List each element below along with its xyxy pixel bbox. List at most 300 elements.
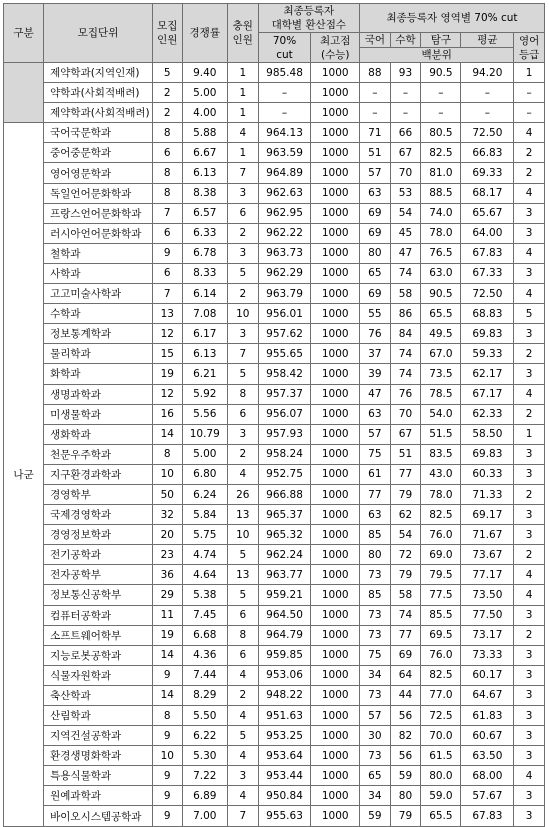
ratio-cell: 6.14	[182, 284, 227, 304]
quota-cell: 8	[152, 444, 182, 464]
filled-cell: 4	[227, 706, 258, 726]
cut70-cell: 966.88	[258, 484, 311, 504]
max-cell: 1000	[311, 625, 360, 645]
filled-cell: 6	[227, 645, 258, 665]
avg-cell: 67.33	[461, 263, 514, 283]
math-cell: 72	[390, 545, 421, 565]
max-cell: 1000	[311, 203, 360, 223]
cut70-cell: 964.13	[258, 123, 311, 143]
max-cell: 1000	[311, 63, 360, 83]
max-cell: 1000	[311, 103, 360, 123]
cut70-cell: 962.24	[258, 545, 311, 565]
quota-cell: 10	[152, 746, 182, 766]
max-cell: 1000	[311, 183, 360, 203]
quota-cell: 29	[152, 585, 182, 605]
inq-cell: 80.0	[421, 766, 461, 786]
ratio-cell: 5.88	[182, 123, 227, 143]
quota-cell: 14	[152, 645, 182, 665]
unit-cell: 정보통계학과	[44, 324, 153, 344]
max-cell: 1000	[311, 766, 360, 786]
quota-cell: 12	[152, 324, 182, 344]
table-row	[4, 404, 545, 424]
max-cell: 1000	[311, 525, 360, 545]
kor-cell: 73	[360, 685, 391, 705]
eng-cell: 2	[514, 625, 545, 645]
table-row	[4, 685, 545, 705]
math-cell: 74	[390, 344, 421, 364]
math-cell: 53	[390, 183, 421, 203]
avg-cell: 60.67	[461, 726, 514, 746]
ratio-cell: 7.08	[182, 304, 227, 324]
unit-cell: 러시아언어문화학과	[44, 223, 153, 243]
avg-cell: 61.83	[461, 706, 514, 726]
table-row	[4, 806, 545, 826]
math-cell: 77	[390, 625, 421, 645]
max-cell: 1000	[311, 665, 360, 685]
ratio-cell: 6.21	[182, 364, 227, 384]
quota-cell: 10	[152, 464, 182, 484]
eng-cell: 1	[514, 424, 545, 444]
filled-cell: 3	[227, 243, 258, 263]
max-cell: 1000	[311, 243, 360, 263]
table-row	[4, 123, 545, 143]
header-row-1	[4, 4, 545, 33]
kor-cell: 69	[360, 223, 391, 243]
unit-cell: 독일언어문화학과	[44, 183, 153, 203]
cut70-cell: 957.93	[258, 424, 311, 444]
unit-cell: 생화학과	[44, 424, 153, 444]
quota-cell: 6	[152, 143, 182, 163]
unit-cell: 물리학과	[44, 344, 153, 364]
ratio-cell: 7.44	[182, 665, 227, 685]
filled-cell: 2	[227, 223, 258, 243]
math-cell: 74	[390, 364, 421, 384]
max-cell: 1000	[311, 143, 360, 163]
kor-cell: 73	[360, 746, 391, 766]
math-cell: 70	[390, 163, 421, 183]
eng-cell: 4	[514, 284, 545, 304]
inq-cell: 65.5	[421, 304, 461, 324]
eng-cell: –	[514, 83, 545, 103]
avg-cell: 77.50	[461, 605, 514, 625]
cut70-cell: –	[258, 103, 311, 123]
eng-cell: 3	[514, 605, 545, 625]
avg-cell: 62.17	[461, 364, 514, 384]
cut70-cell: 953.64	[258, 746, 311, 766]
kor-cell: 71	[360, 123, 391, 143]
inq-cell: 65.5	[421, 806, 461, 826]
kor-cell: 85	[360, 525, 391, 545]
avg-cell: 63.50	[461, 746, 514, 766]
inq-cell: 51.5	[421, 424, 461, 444]
ratio-cell: 9.40	[182, 63, 227, 83]
cut70-cell: 958.42	[258, 364, 311, 384]
eng-cell: 3	[514, 685, 545, 705]
math-cell: 56	[390, 706, 421, 726]
kor-cell: 59	[360, 806, 391, 826]
kor-cell: 73	[360, 605, 391, 625]
kor-cell: 69	[360, 284, 391, 304]
cut70-cell: 953.25	[258, 726, 311, 746]
quota-cell: 50	[152, 484, 182, 504]
unit-cell: 프랑스언어문화학과	[44, 203, 153, 223]
ratio-cell: 6.89	[182, 786, 227, 806]
inq-cell: –	[421, 103, 461, 123]
math-cell: 54	[390, 203, 421, 223]
avg-cell: 62.33	[461, 404, 514, 424]
eng-cell: 3	[514, 223, 545, 243]
kor-cell: 37	[360, 344, 391, 364]
unit-cell: 화학과	[44, 364, 153, 384]
unit-cell: 지구환경과학과	[44, 464, 153, 484]
inq-cell: 43.0	[421, 464, 461, 484]
eng-cell: 3	[514, 746, 545, 766]
math-cell: 59	[390, 766, 421, 786]
filled-cell: 5	[227, 364, 258, 384]
quota-cell: 12	[152, 384, 182, 404]
math-cell: 44	[390, 685, 421, 705]
quota-cell: 19	[152, 364, 182, 384]
kor-cell: 75	[360, 444, 391, 464]
table-row	[4, 324, 545, 344]
inq-cell: 76.0	[421, 645, 461, 665]
avg-cell: 67.83	[461, 806, 514, 826]
kor-cell: 57	[360, 706, 391, 726]
math-cell: 86	[390, 304, 421, 324]
cut70-cell: 953.06	[258, 665, 311, 685]
table-row	[4, 83, 545, 103]
eng-cell: 3	[514, 706, 545, 726]
kor-cell: 80	[360, 545, 391, 565]
cut70-cell: 965.32	[258, 525, 311, 545]
kor-cell: 75	[360, 645, 391, 665]
ratio-cell: 6.13	[182, 344, 227, 364]
table-row	[4, 565, 545, 585]
avg-cell: 73.50	[461, 585, 514, 605]
max-cell: 1000	[311, 304, 360, 324]
ratio-cell: 5.30	[182, 746, 227, 766]
filled-cell: 4	[227, 746, 258, 766]
kor-cell: 69	[360, 203, 391, 223]
kor-cell: 65	[360, 263, 391, 283]
cut70-cell: 956.01	[258, 304, 311, 324]
avg-cell: 64.00	[461, 223, 514, 243]
table-row	[4, 304, 545, 324]
unit-cell: 식물자원학과	[44, 665, 153, 685]
max-cell: 1000	[311, 726, 360, 746]
filled-cell: 3	[227, 324, 258, 344]
table-row	[4, 223, 545, 243]
quota-cell: 14	[152, 424, 182, 444]
header-avg: 평균	[461, 33, 514, 48]
cut70-cell: 962.63	[258, 183, 311, 203]
unit-cell: 국어국문학과	[44, 123, 153, 143]
unit-cell: 산림학과	[44, 706, 153, 726]
header-quota: 모집 인원	[152, 4, 182, 63]
eng-cell: 3	[514, 203, 545, 223]
table-row	[4, 525, 545, 545]
filled-cell: 1	[227, 143, 258, 163]
avg-cell: 77.17	[461, 565, 514, 585]
kor-cell: 55	[360, 304, 391, 324]
avg-cell: 71.33	[461, 484, 514, 504]
filled-cell: 13	[227, 565, 258, 585]
table-row	[4, 726, 545, 746]
quota-cell: 20	[152, 525, 182, 545]
unit-cell: 전자공학부	[44, 565, 153, 585]
inq-cell: 78.0	[421, 484, 461, 504]
avg-cell: 65.67	[461, 203, 514, 223]
cut70-cell: –	[258, 83, 311, 103]
header-math: 수학	[390, 33, 421, 48]
avg-cell: 69.33	[461, 163, 514, 183]
quota-cell: 2	[152, 103, 182, 123]
table-row	[4, 665, 545, 685]
eng-cell: 3	[514, 665, 545, 685]
filled-cell: 4	[227, 786, 258, 806]
table-row	[4, 263, 545, 283]
header-group: 구분	[4, 4, 44, 63]
max-cell: 1000	[311, 565, 360, 585]
avg-cell: 60.33	[461, 464, 514, 484]
filled-cell: 13	[227, 505, 258, 525]
table-row	[4, 645, 545, 665]
quota-cell: 8	[152, 123, 182, 143]
header-ratio: 경쟁률	[182, 4, 227, 63]
quota-cell: 6	[152, 263, 182, 283]
cut70-cell: 963.77	[258, 565, 311, 585]
avg-cell: 69.83	[461, 444, 514, 464]
eng-cell: 2	[514, 344, 545, 364]
ratio-cell: 4.74	[182, 545, 227, 565]
unit-cell: 철학과	[44, 243, 153, 263]
max-cell: 1000	[311, 404, 360, 424]
max-cell: 1000	[311, 746, 360, 766]
quota-cell: 9	[152, 665, 182, 685]
filled-cell: 6	[227, 203, 258, 223]
kor-cell: –	[360, 103, 391, 123]
header-kor: 국어	[360, 33, 391, 48]
filled-cell: 7	[227, 806, 258, 826]
table-row	[4, 163, 545, 183]
eng-cell: 3	[514, 263, 545, 283]
filled-cell: 1	[227, 63, 258, 83]
kor-cell: 76	[360, 324, 391, 344]
ratio-cell: 7.22	[182, 766, 227, 786]
math-cell: 84	[390, 324, 421, 344]
avg-cell: 67.83	[461, 243, 514, 263]
avg-cell: 73.17	[461, 625, 514, 645]
unit-cell: 소프트웨어학부	[44, 625, 153, 645]
quota-cell: 9	[152, 243, 182, 263]
quota-cell: 15	[152, 344, 182, 364]
max-cell: 1000	[311, 706, 360, 726]
unit-cell: 전기공학과	[44, 545, 153, 565]
eng-cell: 3	[514, 505, 545, 525]
kor-cell: 51	[360, 143, 391, 163]
max-cell: 1000	[311, 444, 360, 464]
inq-cell: 69.0	[421, 545, 461, 565]
inq-cell: 72.5	[421, 706, 461, 726]
ratio-cell: 10.79	[182, 424, 227, 444]
avg-cell: 69.83	[461, 324, 514, 344]
eng-cell: 3	[514, 726, 545, 746]
inq-cell: 76.5	[421, 243, 461, 263]
eng-cell: 4	[514, 384, 545, 404]
cut70-cell: 963.73	[258, 243, 311, 263]
avg-cell: –	[461, 103, 514, 123]
filled-cell: 5	[227, 263, 258, 283]
quota-cell: 6	[152, 223, 182, 243]
header-unit: 모집단위	[44, 4, 153, 63]
filled-cell: 4	[227, 665, 258, 685]
kor-cell: 57	[360, 424, 391, 444]
eng-cell: 4	[514, 243, 545, 263]
math-cell: 79	[390, 806, 421, 826]
group-cell: 나군	[4, 123, 44, 826]
cut70-cell: 965.37	[258, 505, 311, 525]
inq-cell: 61.5	[421, 746, 461, 766]
cut70-cell: 958.24	[258, 444, 311, 464]
eng-cell: 3	[514, 645, 545, 665]
cut70-cell: 952.75	[258, 464, 311, 484]
cut70-cell: 957.62	[258, 324, 311, 344]
eng-cell: 3	[514, 525, 545, 545]
math-cell: 82	[390, 726, 421, 746]
ratio-cell: 6.17	[182, 324, 227, 344]
inq-cell: 63.0	[421, 263, 461, 283]
cut70-cell: 953.44	[258, 766, 311, 786]
ratio-cell: 5.75	[182, 525, 227, 545]
math-cell: 69	[390, 645, 421, 665]
cut70-cell: 956.07	[258, 404, 311, 424]
math-cell: 54	[390, 525, 421, 545]
filled-cell: 2	[227, 685, 258, 705]
cut70-cell: 955.63	[258, 806, 311, 826]
filled-cell: 3	[227, 766, 258, 786]
cut70-cell: 962.29	[258, 263, 311, 283]
filled-cell: 1	[227, 103, 258, 123]
filled-cell: 5	[227, 545, 258, 565]
inq-cell: 82.5	[421, 505, 461, 525]
inq-cell: 85.5	[421, 605, 461, 625]
group-cell	[4, 63, 44, 123]
math-cell: 79	[390, 565, 421, 585]
max-cell: 1000	[311, 545, 360, 565]
eng-cell: 3	[514, 364, 545, 384]
avg-cell: 60.17	[461, 665, 514, 685]
ratio-cell: 6.22	[182, 726, 227, 746]
header-inq: 탐구	[421, 33, 461, 48]
max-cell: 1000	[311, 786, 360, 806]
ratio-cell: 8.38	[182, 183, 227, 203]
unit-cell: 제약학과(지역인재)	[44, 63, 153, 83]
inq-cell: 90.5	[421, 63, 461, 83]
quota-cell: 9	[152, 806, 182, 826]
kor-cell: 34	[360, 786, 391, 806]
table-row	[4, 605, 545, 625]
inq-cell: 77.0	[421, 685, 461, 705]
table-row	[4, 766, 545, 786]
ratio-cell: 5.92	[182, 384, 227, 404]
table-row	[4, 203, 545, 223]
max-cell: 1000	[311, 806, 360, 826]
kor-cell: 30	[360, 726, 391, 746]
filled-cell: 26	[227, 484, 258, 504]
unit-cell: 특용식물학과	[44, 766, 153, 786]
kor-cell: 34	[360, 665, 391, 685]
cut70-cell: 955.65	[258, 344, 311, 364]
ratio-cell: 5.38	[182, 585, 227, 605]
unit-cell: 지능로봇공학과	[44, 645, 153, 665]
ratio-cell: 7.00	[182, 806, 227, 826]
max-cell: 1000	[311, 123, 360, 143]
math-cell: 51	[390, 444, 421, 464]
header-area-cut: 최종등록자 영역별 70% cut	[360, 4, 545, 33]
table-row	[4, 424, 545, 444]
filled-cell: 10	[227, 304, 258, 324]
avg-cell: 69.17	[461, 505, 514, 525]
eng-cell: 4	[514, 565, 545, 585]
eng-cell: 3	[514, 806, 545, 826]
unit-cell: 경영정보학과	[44, 525, 153, 545]
avg-cell: 59.33	[461, 344, 514, 364]
kor-cell: 63	[360, 505, 391, 525]
quota-cell: 16	[152, 404, 182, 424]
eng-cell: 5	[514, 304, 545, 324]
max-cell: 1000	[311, 223, 360, 243]
unit-cell: 축산학과	[44, 685, 153, 705]
inq-cell: 59.0	[421, 786, 461, 806]
ratio-cell: 6.68	[182, 625, 227, 645]
max-cell: 1000	[311, 284, 360, 304]
cut70-cell: 948.22	[258, 685, 311, 705]
eng-cell: –	[514, 103, 545, 123]
cut70-cell: 963.79	[258, 284, 311, 304]
kor-cell: 73	[360, 625, 391, 645]
kor-cell: 63	[360, 404, 391, 424]
quota-cell: 8	[152, 706, 182, 726]
max-cell: 1000	[311, 344, 360, 364]
max-cell: 1000	[311, 464, 360, 484]
math-cell: 77	[390, 464, 421, 484]
filled-cell: 6	[227, 404, 258, 424]
avg-cell: 71.67	[461, 525, 514, 545]
cut70-cell: 959.85	[258, 645, 311, 665]
table-row	[4, 545, 545, 565]
quota-cell: 2	[152, 83, 182, 103]
unit-cell: 생명과학과	[44, 384, 153, 404]
avg-cell: 72.50	[461, 284, 514, 304]
unit-cell: 원예과학과	[44, 786, 153, 806]
kor-cell: 73	[360, 565, 391, 585]
unit-cell: 미생물학과	[44, 404, 153, 424]
math-cell: 74	[390, 605, 421, 625]
header-final-score: 최종등록자 대학별 환산점수	[258, 4, 359, 33]
unit-cell: 중어중문학과	[44, 143, 153, 163]
quota-cell: 23	[152, 545, 182, 565]
eng-cell: 4	[514, 585, 545, 605]
avg-cell: 73.67	[461, 545, 514, 565]
kor-cell: 61	[360, 464, 391, 484]
math-cell: –	[390, 103, 421, 123]
max-cell: 1000	[311, 605, 360, 625]
table-row	[4, 143, 545, 163]
quota-cell: 19	[152, 625, 182, 645]
avg-cell: 68.00	[461, 766, 514, 786]
avg-cell: 58.50	[461, 424, 514, 444]
unit-cell: 경영학부	[44, 484, 153, 504]
